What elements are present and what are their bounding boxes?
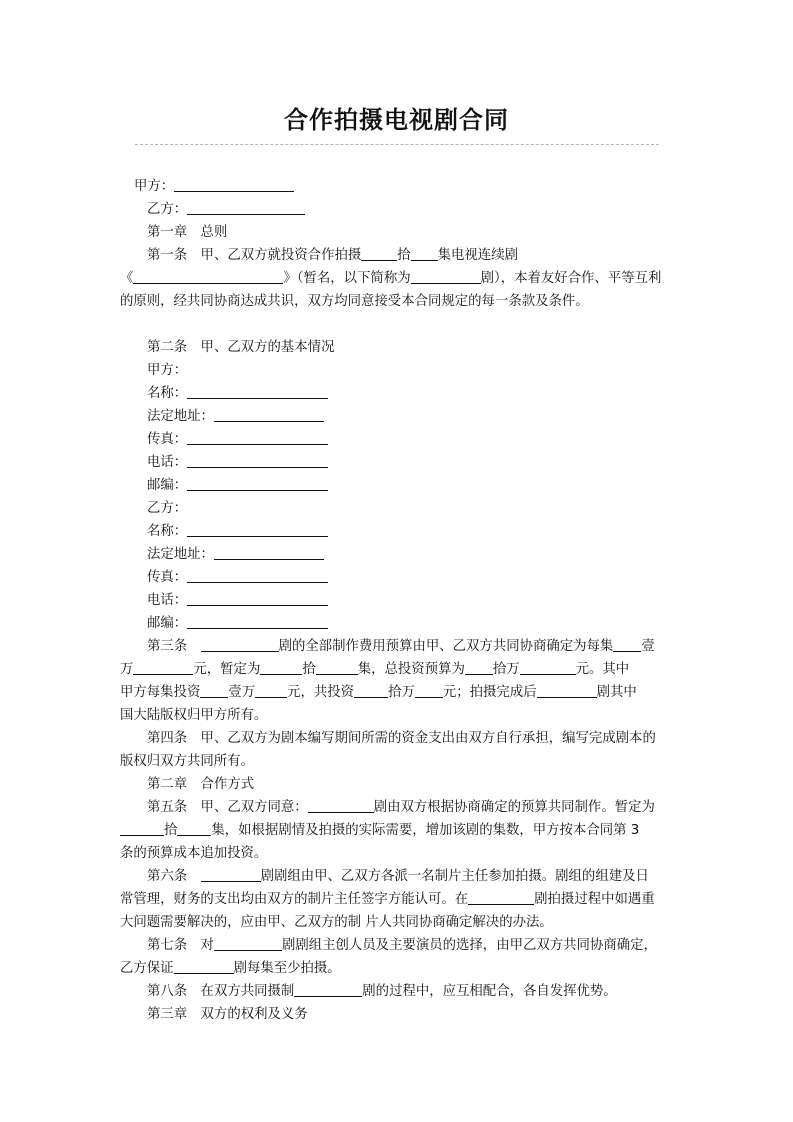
- article-3-text: 元，共投资: [287, 685, 355, 700]
- party-b-fax-blank[interactable]: [187, 568, 328, 583]
- party-b-phone-row: [120, 589, 676, 612]
- article-3-line-3: [120, 681, 676, 704]
- article-6-text: 剧剧组由甲、乙双方各派一名制片主任参加拍摄。剧组的组建及日: [260, 869, 649, 884]
- article-7-line-1: [120, 934, 676, 957]
- title-divider: [135, 144, 659, 145]
- field-label: 法定地址：: [147, 547, 214, 562]
- party-a-line: [120, 175, 676, 198]
- party-a-post-blank[interactable]: [187, 476, 328, 491]
- article-1-line-2: [120, 267, 676, 290]
- article-3-line-1: [120, 635, 676, 658]
- article-3-text: 集，总投资预算为: [357, 662, 465, 677]
- field-label: 电话：: [147, 593, 188, 608]
- article-8-text: 剧的过程中，应互相配合，各自发挥优势。: [362, 984, 617, 999]
- article-6-text: 剧拍摄过程中如遇重: [534, 892, 655, 907]
- blank[interactable]: [520, 660, 576, 675]
- article-2-party-a: 甲方：: [147, 363, 188, 378]
- blank[interactable]: [201, 637, 279, 652]
- article-2-party-b: 乙方：: [147, 501, 188, 516]
- article-5-line-1: [120, 796, 676, 819]
- article-6-text: 第六条: [147, 869, 201, 884]
- article-3-text: 元；拍摄完成后: [442, 685, 537, 700]
- article-6-text: 常管理，财务的支出均由双方的制片主任签字方能认可。在: [120, 892, 469, 907]
- article-7-line-2: [120, 957, 676, 980]
- blank[interactable]: [354, 683, 388, 698]
- party-a-address-blank[interactable]: [214, 407, 324, 422]
- field-label: 传真：: [147, 432, 188, 447]
- contract-body: [120, 175, 676, 1026]
- blank[interactable]: [294, 982, 362, 997]
- article-3-text: 万: [120, 662, 134, 677]
- party-b-name-row: [120, 520, 676, 543]
- party-a-address-row: [120, 405, 676, 428]
- party-b-phone-blank[interactable]: [187, 591, 328, 606]
- article-2-heading: 第二条 甲、乙双方的基本情况: [147, 340, 335, 355]
- article-3-text: 拾: [302, 662, 316, 677]
- spacer: [120, 313, 676, 336]
- article-5-line-2: [120, 819, 676, 842]
- party-a-phone-blank[interactable]: [187, 453, 328, 468]
- article-3-text: 剧其中: [596, 685, 637, 700]
- party-a-fax-row: [120, 428, 676, 451]
- article-1-text: 剧），本着友好合作、平等互利: [480, 271, 662, 286]
- article-8-text: 第八条 在双方共同摄制: [147, 984, 295, 999]
- party-b-address-blank[interactable]: [214, 545, 324, 560]
- blank[interactable]: [200, 683, 228, 698]
- blank[interactable]: [415, 683, 443, 698]
- article-5-text: 拾: [164, 823, 178, 838]
- article-1-text: 《: [120, 271, 134, 286]
- article-3-line-2: [120, 658, 676, 681]
- blank[interactable]: [361, 246, 397, 261]
- blank[interactable]: [214, 936, 282, 951]
- party-a-post-row: [120, 474, 676, 497]
- article-1-text: 第一条 甲、乙双方就投资合作拍摄: [147, 248, 362, 263]
- article-3-text: 壹: [641, 639, 655, 654]
- article-5-text: 剧由双方根据协商确定的预算共同制作。暂定为: [373, 800, 655, 815]
- party-b-blank[interactable]: [187, 200, 305, 215]
- chapter-1-heading: 第一章 总则: [147, 225, 228, 240]
- article-6-line-3: 大问题需要解决的，应由甲、乙双方的制 片人共同协商确定解决的办法。: [120, 915, 553, 930]
- blank[interactable]: [133, 660, 193, 675]
- field-label: 名称：: [147, 386, 188, 401]
- article-3-text: 壹万: [228, 685, 256, 700]
- article-3-text: 元，暂定为: [193, 662, 261, 677]
- field-label: 法定地址：: [147, 409, 214, 424]
- article-5-text: 集，如根据剧情及拍摄的实际需要，增加该剧的集数，甲方按本合同第 3: [211, 823, 640, 838]
- blank[interactable]: [468, 890, 534, 905]
- article-6-line-2: [120, 888, 676, 911]
- blank[interactable]: [255, 683, 287, 698]
- document-title: 合作拍摄电视剧合同: [284, 105, 509, 134]
- party-b-post-row: [120, 612, 676, 635]
- article-1-text: 》（暂名，以下简称为: [283, 271, 411, 286]
- article-3-text: 第三条: [147, 639, 201, 654]
- article-8-line-1: [120, 980, 676, 1003]
- party-b-label: 乙方：: [147, 202, 188, 217]
- article-7-text: 第七条 对: [147, 938, 214, 953]
- party-a-name-blank[interactable]: [187, 384, 328, 399]
- article-3-text: 剧的全部制作费用预算由甲、乙双方共同协商确定为每集: [278, 639, 614, 654]
- field-label: 传真：: [147, 570, 188, 585]
- blank[interactable]: [201, 867, 261, 882]
- article-7-text: 剧每集至少拍摄。: [233, 961, 341, 976]
- chapter-3-heading: 第三章 双方的权利及义务: [147, 1007, 308, 1022]
- party-b-fax-row: [120, 566, 676, 589]
- blank[interactable]: [411, 269, 481, 284]
- article-7-text: 乙方保证: [120, 961, 174, 976]
- party-b-name-blank[interactable]: [187, 522, 328, 537]
- article-3-text: 拾万: [492, 662, 520, 677]
- blank[interactable]: [537, 683, 597, 698]
- article-4-line-1: 第四条 甲、乙双方为剧本编写期间所需的资金支出由双方自行承担，编写完成剧本的: [147, 731, 656, 746]
- field-label: 邮编：: [147, 616, 188, 631]
- party-a-fax-blank[interactable]: [187, 430, 328, 445]
- field-label: 电话：: [147, 455, 188, 470]
- article-1-text: 集电视连续剧: [437, 248, 518, 263]
- party-a-blank[interactable]: [174, 177, 294, 192]
- blank[interactable]: [613, 637, 641, 652]
- party-a-phone-row: [120, 451, 676, 474]
- article-4-line-2: 版权归双方共同所有。: [120, 754, 254, 769]
- blank[interactable]: [177, 821, 211, 836]
- article-3-line-4: 国大陆版权归甲方所有。: [120, 708, 268, 723]
- article-3-text: 元。其中: [575, 662, 630, 677]
- chapter-2-heading: 第二章 合作方式: [147, 777, 255, 792]
- article-3-text: 拾万: [388, 685, 415, 700]
- field-label: 名称：: [147, 524, 188, 539]
- field-label: 邮编：: [147, 478, 188, 493]
- blank[interactable]: [411, 246, 438, 261]
- blank[interactable]: [260, 660, 302, 675]
- party-b-line: [120, 198, 676, 221]
- party-b-address-row: [120, 543, 676, 566]
- party-a-label: 甲方：: [134, 179, 175, 194]
- blank[interactable]: [308, 798, 374, 813]
- article-5-line-3: 条的预算成本追加投资。: [120, 846, 268, 861]
- party-a-name-row: [120, 382, 676, 405]
- blank[interactable]: [174, 959, 234, 974]
- blank[interactable]: [120, 821, 164, 836]
- drama-name-blank[interactable]: [133, 269, 283, 284]
- blank[interactable]: [316, 660, 358, 675]
- article-7-text: 剧剧组主创人员及主要演员的选择，由甲乙双方共同协商确定，: [281, 938, 657, 953]
- article-1-line-3: 的原则，经共同协商达成共识，双方均同意接受本合同规定的每一条款及条件。: [120, 294, 589, 309]
- article-1-text: 拾: [397, 248, 411, 263]
- article-5-text: 第五条 甲、乙双方同意：: [147, 800, 308, 815]
- article-1-line-1: [120, 244, 676, 267]
- article-3-text: 甲方每集投资: [120, 685, 201, 700]
- article-6-line-1: [120, 865, 676, 888]
- blank[interactable]: [465, 660, 493, 675]
- party-b-post-blank[interactable]: [187, 614, 328, 629]
